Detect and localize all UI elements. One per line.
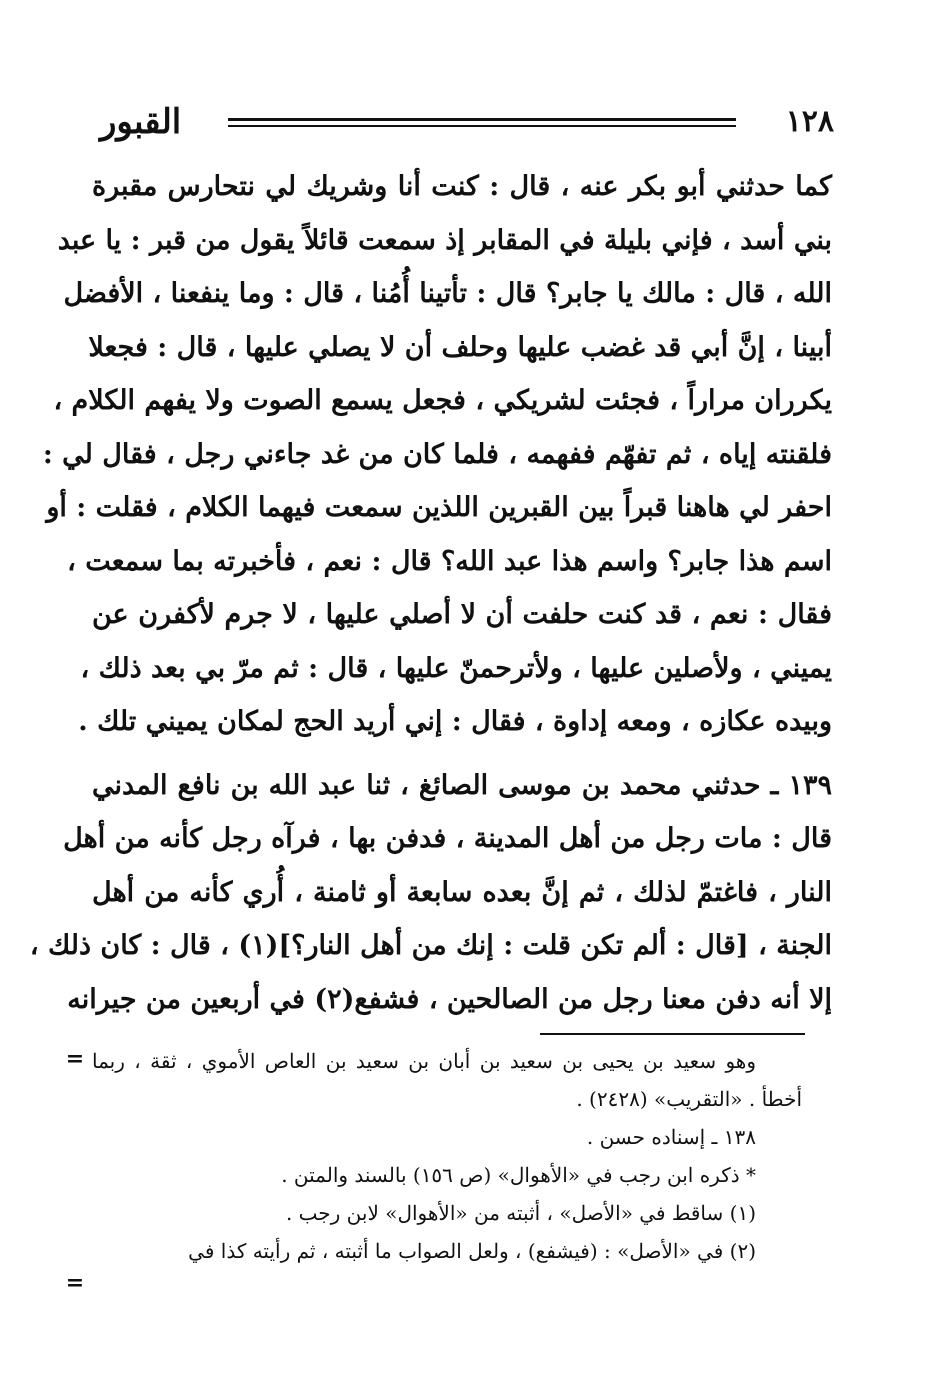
running-title: القبور [100,102,182,142]
page-number: ١٢٨ [785,104,834,139]
header-rule [228,118,736,121]
footnote-continuation-mark: = [65,1046,85,1072]
footnote-line: * ذكره ابن رجب في «الأهوال» (ص ١٥٦) بالسند والمتن . [281,1163,756,1187]
text-line: النار ، فاغتمّ لذلك ، ثم إنَّ بعده سابعة أو ثامنة ، أُري كأنه من أهل [92,876,832,908]
text-line: كما حدثني أبو بكر عنه ، قال : كنت أنا وشريك لي نتحارس مقبرة [92,171,832,202]
page-header [100,96,834,148]
text-line: يكرران مراراً ، فجئت لشريكي ، فجعل يسمع الصوت ولا يفهم الكلام ، [53,385,832,416]
text-line: احفر لي هاهنا قبراً بين القبرين اللذين سمعت فيهما الكلام ، فقلت : أو [46,492,832,523]
text-line: إلا أنه دفن معنا رجل من الصالحين ، فشفع(٢) في أربعين من جيرانه [67,983,832,1015]
text-line: فلقنته إياه ، ثم تفهّم ففهمه ، فلما كان من غد جاءني رجل ، فقال لي : [42,438,832,470]
text-line: ١٣٩ ـ حدثني محمد بن موسى الصائغ ، ثنا عبد الله بن نافع المدني [92,769,832,801]
footnotes [92,1042,802,1270]
text-line: الله ، قال : مالك يا جابر؟ قال : تأتينا أُمُنا ، قال : وما ينفعنا ، الأفضل [63,278,832,309]
footnote-line: (٢) في «الأصل» : (فيشفع) ، ولعل الصواب ما أثبته ، ثم رأيته كذا في [188,1239,756,1263]
paragraph-gap [92,749,832,759]
text-line: اسم هذا جابر؟ واسم هذا عبد الله؟ قال : نعم ، فأخبرته بما سمعت ، [67,545,832,577]
text-line: الجنة ، [قال : ألم تكن قلت : إنك من أهل النار؟](١) ، قال : كان ذلك ، [29,930,832,961]
footnote-rule [540,1033,805,1035]
header-rule-second [228,125,736,127]
footnote-line: أخطأ . «التقريب» (٢٤٢٨) . [576,1087,802,1111]
footnote-line: (١) ساقط في «الأصل» ، أثبته من «الأهوال» لابن رجب . [285,1201,756,1225]
text-line: فقال : نعم ، قد كنت حلفت أن لا أصلي عليها ، لا جرم لأكفرن عن [92,599,832,630]
footnote-line: ١٣٨ ـ إسناده حسن . [586,1125,756,1149]
text-line: يميني ، ولأصلين عليها ، ولأترحمنّ عليها ، قال : ثم مرّ بي بعد ذلك ، [80,652,832,684]
footnote-line: وهو سعيد بن يحيى بن سعيد بن أبان بن سعيد بن العاص الأموي ، ثقة ، ربما [92,1049,756,1073]
text-line: قال : مات رجل من أهل المدينة ، فدفن بها ، فرآه رجل كأنه من أهل [63,823,832,854]
text-line: بني أسد ، فإني بليلة في المقابر إذ سمعت قائلاً يقول من قبر : يا عبد [57,224,832,256]
text-line: أبينا ، إنَّ أبي قد غضب عليها وحلف أن لا يصلي عليها ، قال : فجعلا [88,331,832,363]
footnote-continuation-mark: = [65,1270,85,1296]
text-line: وبيده عكازه ، ومعه إداوة ، فقال : إني أريد الحج لمكان يميني تلك . [78,706,832,737]
main-text [29,160,832,1026]
